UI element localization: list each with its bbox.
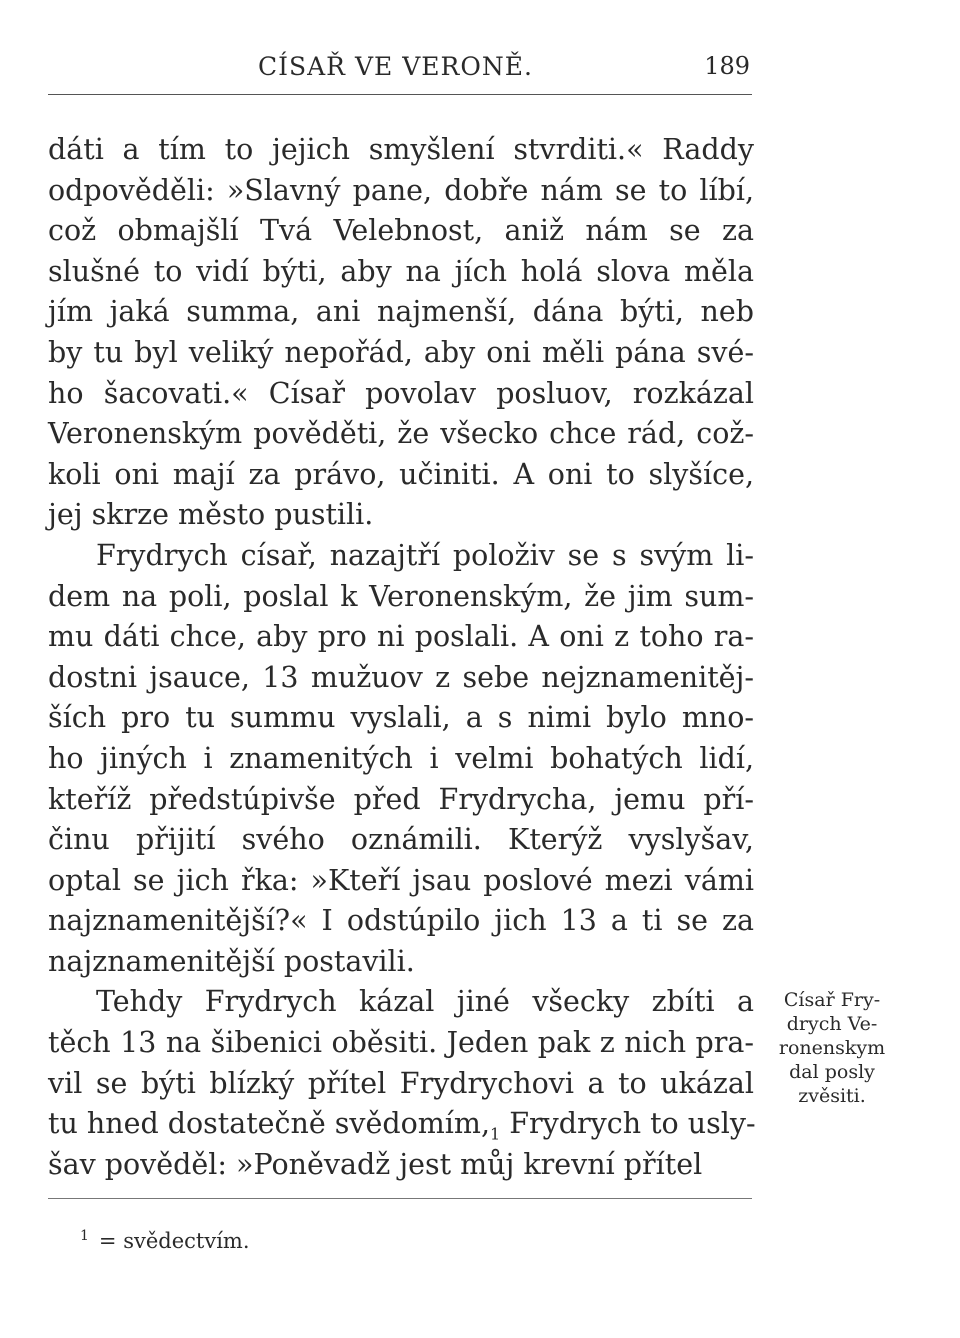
text-line: najznamenitější postavili. — [48, 944, 415, 978]
text-segment: tu hned dostatečně svědomím, — [48, 1107, 491, 1141]
text-line: by tu byl veliký nepořád, aby oni měli pána své- — [48, 335, 754, 369]
marginal-note-line: zvěsiti. — [798, 1085, 866, 1107]
footnote-text: = svědectvím. — [98, 1229, 250, 1253]
text-line: slušné to vidí býti, aby na jích holá slova měla — [48, 254, 754, 288]
text-line: Tehdy Frydrych kázal jiné všecky zbíti a — [96, 985, 754, 1019]
text-line: ho jiných i znamenitých i velmi bohatých lidí, — [48, 741, 754, 775]
marginal-note-line: ronenskym — [778, 1037, 886, 1059]
text-line: optal se jich řka: »Kteří jsau poslové mezi vámi — [48, 863, 754, 897]
text-line: vil se býti blízký přítel Frydrychovi a to ukázal — [48, 1066, 754, 1100]
text-line — [48, 1104, 754, 1145]
marginal-note-line: drych Ve- — [786, 1013, 878, 1035]
text-line: dostni jsauce, 13 mužuov z sebe nejznamenitěj- — [48, 660, 754, 694]
text-line: koli oni mají za právo, učiniti. A oni to slyšíce, — [48, 457, 754, 491]
text-line: mu dáti chce, aby pro ni poslali. A oni z toho ra- — [48, 620, 754, 654]
text-line: což obmajšlí Tvá Velebnost, aniž nám se za — [48, 214, 754, 248]
text-line: odpověděli: »Slavný pane, dobře nám se to líbí, — [48, 173, 754, 207]
text-line: ho šacovati.« Císař povolav posluov, rozkázal — [48, 376, 754, 410]
footnote-reference: 1 — [490, 1124, 501, 1144]
header-rule — [48, 94, 752, 95]
text-line: dáti a tím to jejich smyšlení stvrditi.« Raddy — [48, 133, 754, 166]
running-title: CÍSAŘ VE VERONĚ. — [258, 52, 533, 81]
text-line: jím jaká summa, ani najmenší, dána býti, neb — [48, 295, 754, 329]
marginal-note-line: dal posly — [789, 1061, 875, 1083]
text-line: šav pověděl: »Poněvadž jest můj krevní přítel — [48, 1147, 703, 1181]
text-line: dem na poli, poslal k Veronenským, že jim sum- — [48, 579, 754, 613]
marginal-note-line: Císař Fry- — [783, 989, 881, 1011]
text-line: ších pro tu summu vyslali, a s nimi bylo mno- — [48, 701, 754, 735]
text-line: Veronenským pověděti, že všecko chce rád, což- — [48, 417, 754, 451]
text-line: najznamenitější?« I odstúpilo jich 13 a ti se za — [48, 904, 754, 938]
text-line: Frydrych císař, nazajtří položiv se s svým li- — [96, 538, 754, 572]
text-line: kteříž předstúpivše před Frydrycha, jemu pří- — [48, 782, 754, 816]
text-line: činu přijití svého oznámili. Kterýž vyslyšav, — [48, 823, 754, 857]
footnote-mark: 1 — [80, 1228, 89, 1244]
text-segment: Frydrych to usly- — [500, 1107, 756, 1141]
marginal-note — [764, 988, 900, 1108]
footnote — [80, 1228, 250, 1253]
page-number: 189 — [704, 52, 750, 80]
body-text — [48, 130, 754, 1185]
text-line: jej skrze město pustili. — [48, 498, 374, 532]
text-line: těch 13 na šibenici oběsiti. Jeden pak z nich pra- — [48, 1026, 754, 1060]
footnote-rule — [48, 1198, 752, 1199]
running-header — [48, 52, 752, 92]
